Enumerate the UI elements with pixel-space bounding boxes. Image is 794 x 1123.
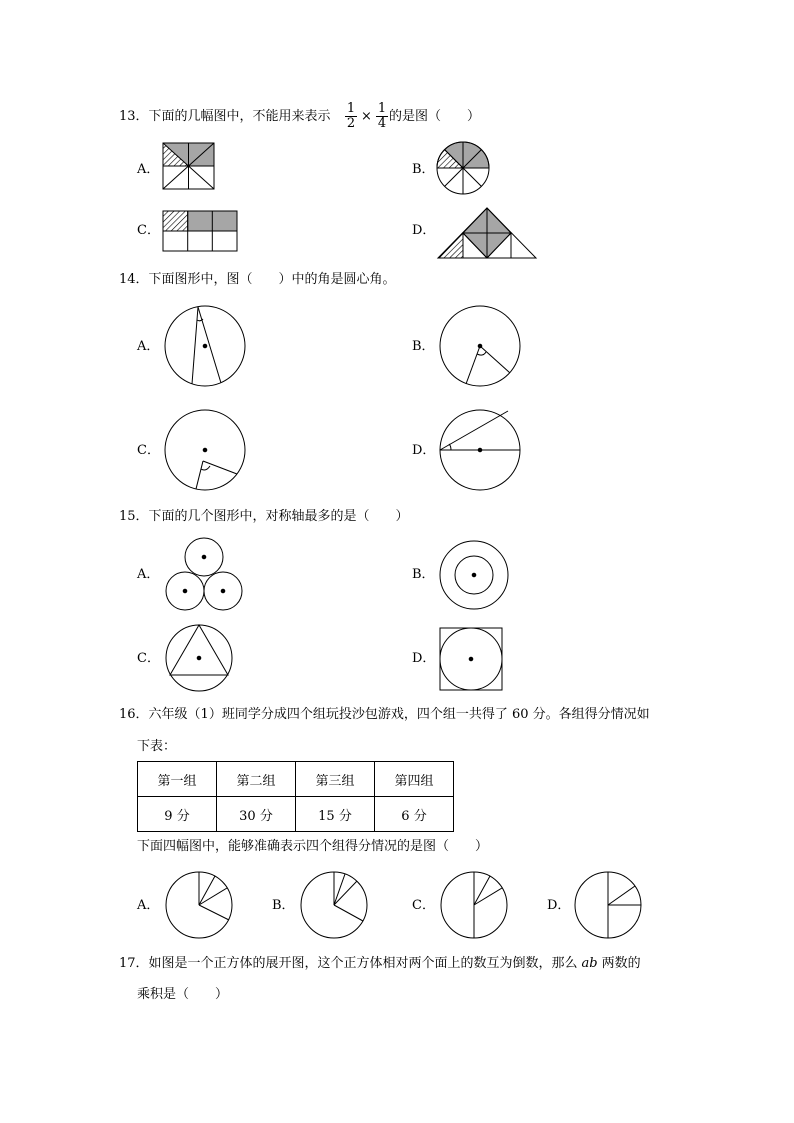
table-cell: 6 分 [375,797,454,832]
q14-option-c[interactable]: C． [137,443,160,458]
q17-line-1-end: 两数的 [601,956,641,971]
q17-line-2: 乘积是（ ） [137,987,229,1002]
q16-option-b[interactable]: B． [272,898,295,913]
q14-figure-b-circle [440,306,520,386]
q13-fraction-2-numerator: 1 [377,101,387,116]
q15-option-b[interactable]: B． [412,567,435,582]
q13-fraction-1-denominator: 2 [346,116,356,131]
q16-option-d[interactable]: D． [547,898,571,913]
q15-option-c[interactable]: C． [137,651,160,666]
q14-option-d[interactable]: D． [412,443,436,458]
q16-option-a[interactable]: A． [137,898,160,913]
q14-question: 14．下面图形中，图（ ）中的角是圆心角。 [119,272,396,287]
q16-after-table: 下面四幅图中，能够准确表示四个组得分情况的是图（ ） [137,839,489,854]
q13-prefix: 13．下面的几幅图中，不能用来表示 [119,109,331,124]
q16-pie-a [166,872,232,938]
q16-line-2: 下表： [137,739,177,754]
q16-line-1: 16．六年级（1）班同学分成四个组玩投沙包游戏，四个组一共得了 60 分。各组得分情况如 [119,707,650,722]
q15-figure-d-circle-in-square [440,628,502,690]
table-header-cell: 第一组 [138,762,217,797]
q13-figure-c-grid [163,211,237,251]
q15-option-d[interactable]: D． [412,651,436,666]
q13-option-c[interactable]: C． [137,223,160,238]
q13-option-b[interactable]: B． [412,162,435,177]
q17-line-1-start: 17．如图是一个正方体的展开图，这个正方体相对两个面上的数互为倒数，那么 [119,956,578,971]
q13-option-d[interactable]: D． [412,223,436,238]
table-cell: 9 分 [138,797,217,832]
q13-figure-a-square [163,143,214,189]
table-cell: 15 分 [296,797,375,832]
q13-times-sign: × [361,109,372,124]
q15-option-a[interactable]: A． [137,567,160,582]
q13-figure-b-circle [437,142,489,194]
q15-figure-a-three-circles [166,538,242,610]
table-header-cell: 第三组 [296,762,375,797]
q13-fraction-1-numerator: 1 [346,101,356,116]
q16-pie-b [301,872,367,938]
q16-pie-c [441,872,507,938]
q17-variable: ab [581,956,598,971]
q16-option-c[interactable]: C． [412,898,435,913]
table-cell: 30 分 [217,797,296,832]
q14-option-a[interactable]: A． [137,339,160,354]
q13-fraction-2-denominator: 4 [377,116,387,131]
table-header-cell: 第二组 [217,762,296,797]
q14-option-b[interactable]: B． [412,339,435,354]
q14-figure-d-circle [440,410,520,490]
q13-option-a[interactable]: A． [137,162,160,177]
q13-suffix: 的是图（ ） [389,109,481,124]
q13-figure-d-triangle [438,208,536,258]
q15-figure-c-triangle-in-circle [166,625,232,691]
q15-figure-b-concentric-circles [440,541,508,609]
q14-figure-a-circle [165,306,245,386]
q15-question: 15．下面的几个图形中，对称轴最多的是（ ） [119,509,409,524]
q16-pie-d [575,872,641,938]
table-header-cell: 第四组 [375,762,454,797]
q14-figure-c-circle [165,410,245,490]
